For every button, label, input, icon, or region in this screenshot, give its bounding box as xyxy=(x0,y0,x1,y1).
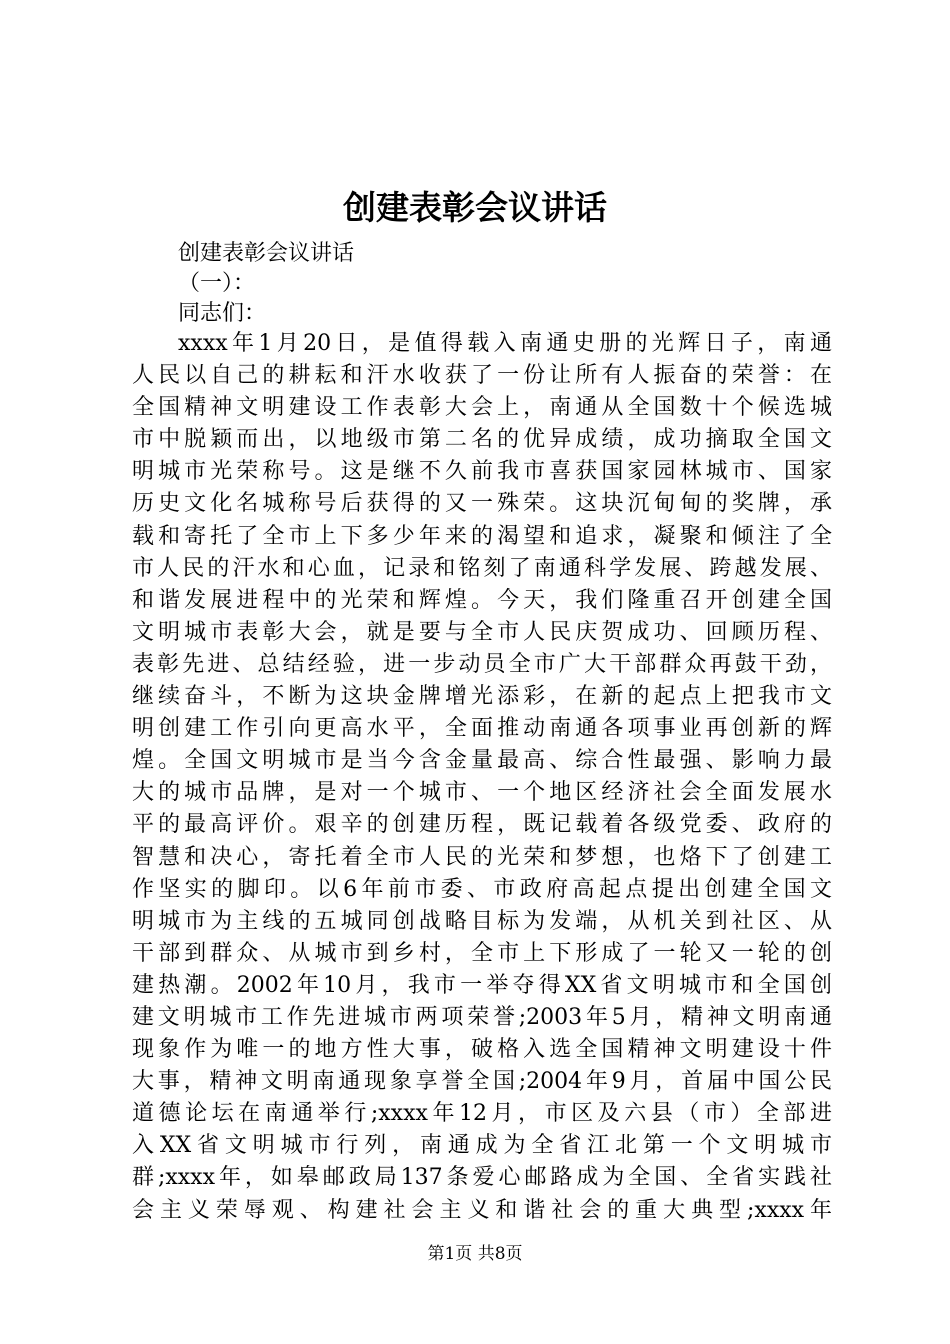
body-line: 明创建工作引向更高水平，全面推动南通各项事业再创新的辉 xyxy=(132,716,832,742)
body-line: 市中脱颖而出，以地级市第二名的优异成绩，成功摘取全国文 xyxy=(132,427,832,453)
body-line: 平的最高评价。艰辛的创建历程，既记载着各级党委、政府的 xyxy=(132,812,832,838)
body-line: 入XX省文明城市行列，南通成为全省江北第一个文明城市 xyxy=(132,1133,832,1159)
body-line: 明城市光荣称号。这是继不久前我市喜获国家园林城市、国家 xyxy=(132,459,832,485)
body-line: 大的城市品牌，是对一个城市、一个地区经济社会全面发展水 xyxy=(132,780,832,806)
body-line: xxxx年1月20日，是值得载入南通史册的光辉日子，南通 xyxy=(178,331,832,356)
body-paragraph xyxy=(132,328,832,1227)
body-line: 文明城市表彰大会，就是要与全市人民庆贺成功、回顾历程、 xyxy=(132,619,832,645)
body-line: 道德论坛在南通举行;xxxx年12月，市区及六县（市）全部进 xyxy=(132,1101,832,1127)
body-line: 建热潮。2002年10月，我市一举夺得XX省文明城市和全国创 xyxy=(132,972,832,998)
body-line: 表彰先进、总结经验，进一步动员全市广大干部群众再鼓干劲， xyxy=(132,651,832,677)
body-line: 继续奋斗，不断为这块金牌增光添彩，在新的起点上把我市文 xyxy=(132,684,832,710)
body-line: 会主义荣辱观、构建社会主义和谐社会的重大典型;xxxx年 xyxy=(132,1197,832,1223)
body-line: 大事，精神文明南通现象享誉全国;2004年9月，首届中国公民 xyxy=(132,1069,832,1095)
body-line: 和谐发展进程中的光荣和辉煌。今天，我们隆重召开创建全国 xyxy=(132,587,832,613)
body-line: 明城市为主线的五城同创战略目标为发端，从机关到社区、从 xyxy=(132,908,832,934)
body-line: 作坚实的脚印。以6年前市委、市政府高起点提出创建全国文 xyxy=(132,876,832,902)
body-line: 载和寄托了全市上下多少年来的渴望和追求，凝聚和倾注了全 xyxy=(132,523,832,549)
body-line: 历史文化名城称号后获得的又一殊荣。这块沉甸甸的奖牌，承 xyxy=(132,491,832,517)
body-line: 全国精神文明建设工作表彰大会上，南通从全国数十个候选城 xyxy=(132,395,832,421)
body-line: 干部到群众、从城市到乡村，全市上下形成了一轮又一轮的创 xyxy=(132,940,832,966)
body-line: 市人民的汗水和心血，记录和铭刻了南通科学发展、跨越发展、 xyxy=(132,555,832,581)
body-line: 智慧和决心，寄托着全市人民的光荣和梦想，也烙下了创建工 xyxy=(132,844,832,870)
body-line: 煌。全国文明城市是当今含金量最高、综合性最强、影响力最 xyxy=(132,748,832,774)
body-line: 人民以自己的耕耘和汗水收获了一份让所有人振奋的荣誉：在 xyxy=(132,363,832,389)
salutation: 同志们： xyxy=(178,301,267,326)
document-title: 创建表彰会议讲话 xyxy=(343,188,607,227)
section-number: （一）： xyxy=(178,271,256,296)
body-line: 群;xxxx年，如皋邮政局137条爱心邮路成为全国、全省实践社 xyxy=(132,1165,832,1191)
subtitle-line: 创建表彰会议讲话 xyxy=(178,241,355,266)
page-number-footer: 第1页 共8页 xyxy=(427,1244,523,1264)
body-line: 建文明城市工作先进城市两项荣誉;2003年5月，精神文明南通 xyxy=(132,1004,832,1030)
body-line: 现象作为唯一的地方性大事，破格入选全国精神文明建设十件 xyxy=(132,1037,832,1063)
